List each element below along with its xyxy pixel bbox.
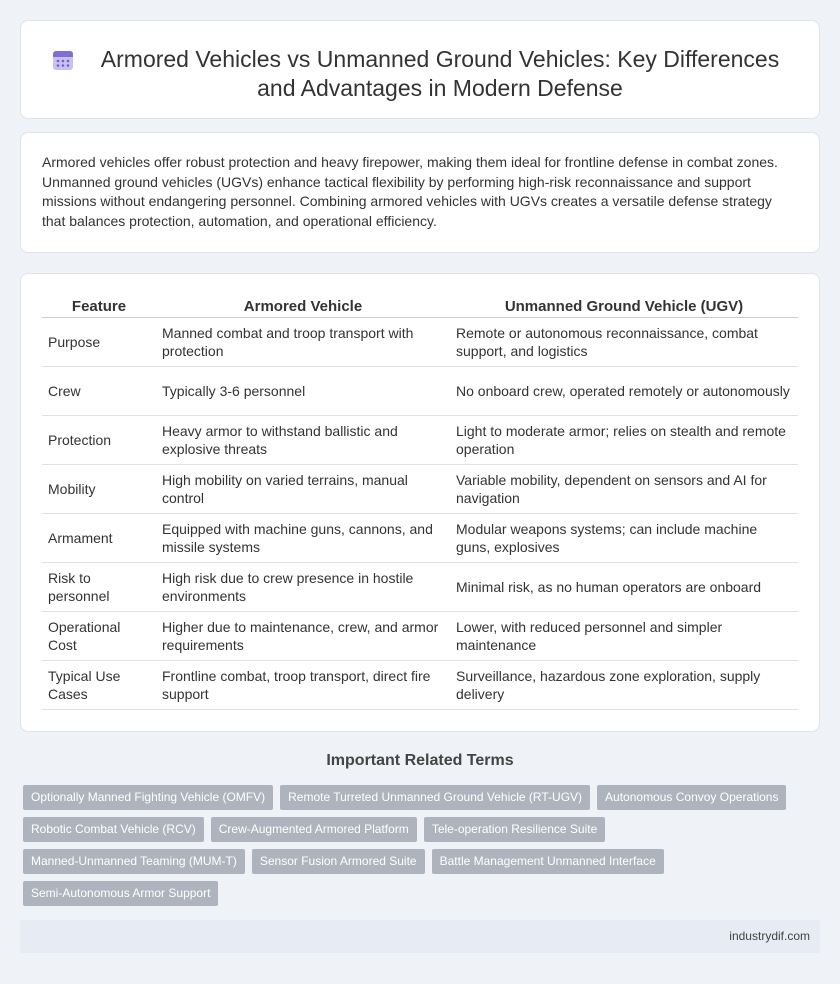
related-term-tag[interactable]: Semi-Autonomous Armor Support: [23, 881, 218, 906]
table-row: [42, 465, 798, 514]
feature-cell: Protection: [42, 416, 156, 465]
armored-cell: Manned combat and troop transport with protection: [156, 318, 450, 367]
comparison-table: [42, 296, 798, 710]
table-row: [42, 563, 798, 612]
footer-site: industrydif.com: [729, 929, 810, 943]
page-title: Armored Vehicles vs Unmanned Ground Vehicles: Key Differences and Advantages in Modern Defense: [100, 46, 780, 101]
ugv-cell: Variable mobility, dependent on sensors and AI for navigation: [450, 465, 798, 514]
table-row: [42, 612, 798, 661]
table-row: [42, 367, 798, 416]
feature-cell: Typical Use Cases: [42, 661, 156, 710]
ugv-cell: Remote or autonomous reconnaissance, combat support, and logistics: [450, 318, 798, 367]
header-ugv: Unmanned Ground Vehicle (UGV): [450, 296, 798, 318]
header-feature: Feature: [42, 296, 156, 318]
table-row: [42, 514, 798, 563]
related-term-tag[interactable]: Crew-Augmented Armored Platform: [211, 817, 417, 842]
related-term-tag[interactable]: Battle Management Unmanned Interface: [432, 849, 664, 874]
table-row: [42, 318, 798, 367]
ugv-cell: Lower, with reduced personnel and simpler maintenance: [450, 612, 798, 661]
related-term-tag[interactable]: Robotic Combat Vehicle (RCV): [23, 817, 204, 842]
ugv-cell: Surveillance, hazardous zone exploration, supply delivery: [450, 661, 798, 710]
feature-cell: Crew: [42, 367, 156, 416]
related-term-tag[interactable]: Sensor Fusion Armored Suite: [252, 849, 425, 874]
title-card: [20, 20, 820, 119]
related-term-tag[interactable]: Remote Turreted Unmanned Ground Vehicle (RT-UGV): [280, 785, 590, 810]
related-term-tag[interactable]: Tele-operation Resilience Suite: [424, 817, 605, 842]
related-terms-list: [23, 785, 813, 906]
footer: [20, 920, 820, 953]
related-term-tag[interactable]: Optionally Manned Fighting Vehicle (OMFV): [23, 785, 273, 810]
feature-cell: Operational Cost: [42, 612, 156, 661]
feature-cell: Risk to personnel: [42, 563, 156, 612]
feature-cell: Purpose: [42, 318, 156, 367]
table-row: [42, 661, 798, 710]
armored-cell: High mobility on varied terrains, manual control: [156, 465, 450, 514]
related-term-tag[interactable]: Manned-Unmanned Teaming (MUM-T): [23, 849, 245, 874]
intro-card: [20, 132, 820, 253]
ugv-cell: Minimal risk, as no human operators are onboard: [450, 563, 798, 612]
armored-cell: Heavy armor to withstand ballistic and explosive threats: [156, 416, 450, 465]
table-row: [42, 416, 798, 465]
table-header-row: [42, 296, 798, 318]
related-terms-heading: Important Related Terms: [326, 752, 514, 769]
armored-cell: Equipped with machine guns, cannons, and missile systems: [156, 514, 450, 563]
armored-cell: Higher due to maintenance, crew, and armor requirements: [156, 612, 450, 661]
feature-cell: Mobility: [42, 465, 156, 514]
related-term-tag[interactable]: Autonomous Convoy Operations: [597, 785, 786, 810]
ugv-cell: Light to moderate armor; relies on stealth and remote operation: [450, 416, 798, 465]
ugv-cell: Modular weapons systems; can include machine guns, explosives: [450, 514, 798, 563]
armored-cell: High risk due to crew presence in hostile environments: [156, 563, 450, 612]
header-armored-vehicle: Armored Vehicle: [156, 296, 450, 318]
armored-cell: Typically 3-6 personnel: [156, 367, 450, 416]
comparison-card: [20, 273, 820, 732]
armored-cell: Frontline combat, troop transport, direct fire support: [156, 661, 450, 710]
intro-paragraph: Armored vehicles offer robust protection and heavy firepower, making them ideal for frontline defense in combat zones. Unmanned ground vehicles (UGVs) enhance tactical flexibility by performing high-risk reconnaissance and support missions without endangering personnel. Combining armored vehicles with UGVs creates a versatile defense strategy that balances protection, automation, and operational efficiency.: [42, 154, 778, 229]
ugv-cell: No onboard crew, operated remotely or autonomously: [450, 367, 798, 416]
feature-cell: Armament: [42, 514, 156, 563]
